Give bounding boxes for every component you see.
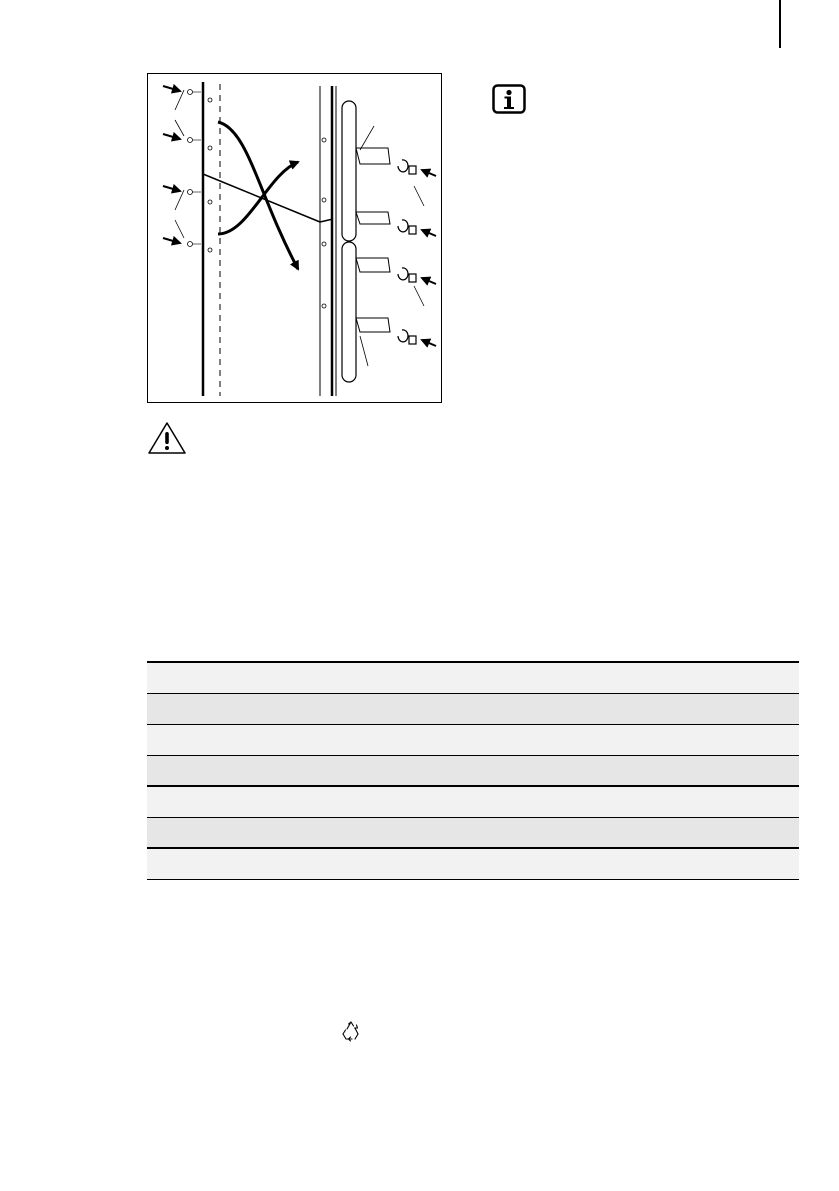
row-value bbox=[473, 755, 799, 786]
row-value bbox=[473, 848, 799, 879]
table-row bbox=[147, 755, 799, 786]
door-reversal-diagram bbox=[148, 74, 443, 404]
row-value bbox=[473, 786, 799, 817]
row-value bbox=[473, 693, 799, 724]
table-row bbox=[147, 724, 799, 755]
row-label bbox=[147, 662, 473, 693]
row-value bbox=[473, 724, 799, 755]
table-row bbox=[147, 786, 799, 817]
table-row bbox=[147, 817, 799, 848]
row-value bbox=[473, 817, 799, 848]
row-label bbox=[147, 755, 473, 786]
table-row bbox=[147, 848, 799, 879]
row-value bbox=[473, 662, 799, 693]
page-edge-marker bbox=[779, 0, 781, 48]
table-row bbox=[147, 662, 799, 693]
door-reversal-figure bbox=[147, 73, 442, 403]
warning-triangle-icon bbox=[147, 420, 187, 456]
row-label bbox=[147, 848, 473, 879]
row-label bbox=[147, 817, 473, 848]
row-label bbox=[147, 724, 473, 755]
recycle-icon bbox=[339, 1020, 363, 1044]
left-screw-set bbox=[163, 86, 212, 252]
technical-data-table bbox=[147, 661, 799, 880]
table-row bbox=[147, 693, 799, 724]
info-icon bbox=[492, 84, 526, 114]
right-screw-set bbox=[398, 160, 436, 346]
row-label bbox=[147, 693, 473, 724]
row-label bbox=[147, 786, 473, 817]
handle-brackets bbox=[356, 148, 390, 332]
